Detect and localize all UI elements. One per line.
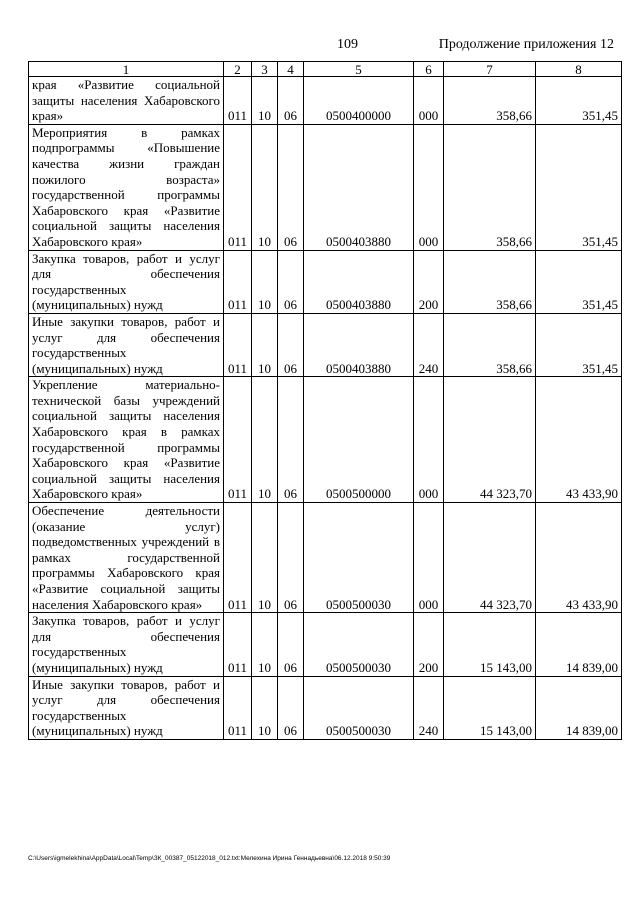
column-header: 3 [252,62,278,77]
table-cell-col4: 06 [278,377,304,503]
continuation-label: Продолжение приложения 12 [438,37,614,52]
table-cell-col3: 10 [252,313,278,376]
table-cell-col2: 011 [224,377,252,503]
table-cell-col6: 200 [414,613,444,676]
table-cell-col4: 06 [278,77,304,125]
table-cell-col5: 0500403880 [304,250,414,313]
table-row [29,676,622,739]
table-cell-description: Обеспечение деятельности (оказание услуг) подведомственных учреждений в рамках государственной программы Хабаровского края «Развитие социальной защиты населения Хабаровского края» [29,503,224,613]
table-cell-col2: 011 [224,503,252,613]
table-cell-col7: 358,66 [444,124,536,250]
table-cell-col8: 351,45 [536,313,622,376]
table-row [29,250,622,313]
table-cell-col2: 011 [224,613,252,676]
table-cell-col5: 0500500030 [304,613,414,676]
table-cell-col8: 351,45 [536,250,622,313]
table-cell-col5: 0500500030 [304,676,414,739]
table-cell-col5: 0500403880 [304,124,414,250]
table-cell-col3: 10 [252,250,278,313]
table-cell-col8: 43 433,90 [536,377,622,503]
table-cell-description: Закупка товаров, работ и услуг для обеспечения государственных (муниципальных) нужд [29,250,224,313]
table-cell-col3: 10 [252,503,278,613]
table-cell-col8: 43 433,90 [536,503,622,613]
page-number: 109 [337,37,358,52]
column-header: 2 [224,62,252,77]
table-cell-col2: 011 [224,676,252,739]
table-cell-col4: 06 [278,613,304,676]
table-cell-col6: 240 [414,676,444,739]
table-cell-col6: 000 [414,503,444,613]
table-cell-description: Укрепление материально-технической базы учреждений социальной защиты населения Хабаровского края в рамках государственной программы Хабаровского края «Развитие социальной защиты населения Хабаровского края» [29,377,224,503]
table-cell-col8: 351,45 [536,77,622,125]
table-cell-description: Мероприятия в рамках подпрограммы «Повышение качества жизни граждан пожилого возраста» государственной программы Хабаровского края «Развитие социальной защиты населения Хабаровского края» [29,124,224,250]
table-cell-col7: 358,66 [444,313,536,376]
table-cell-description: Иные закупки товаров, работ и услуг для обеспечения государственных (муниципальных) нужд [29,313,224,376]
table-cell-col5: 0500500000 [304,377,414,503]
table-cell-col6: 200 [414,250,444,313]
table-cell-col7: 358,66 [444,250,536,313]
table-cell-col4: 06 [278,250,304,313]
table-cell-col3: 10 [252,77,278,125]
table-cell-col6: 240 [414,313,444,376]
table-cell-col5: 0500500030 [304,503,414,613]
table-cell-col4: 06 [278,676,304,739]
table-cell-col3: 10 [252,676,278,739]
table-row [29,613,622,676]
table-cell-col4: 06 [278,124,304,250]
column-header: 1 [29,62,224,77]
table-cell-col3: 10 [252,377,278,503]
table-cell-col8: 14 839,00 [536,676,622,739]
table-cell-col7: 15 143,00 [444,613,536,676]
table-cell-col2: 011 [224,124,252,250]
budget-table [28,61,622,740]
column-header: 6 [414,62,444,77]
table-cell-col5: 0500403880 [304,313,414,376]
table-cell-col4: 06 [278,503,304,613]
table-cell-description: Иные закупки товаров, работ и услуг для обеспечения государственных (муниципальных) нужд [29,676,224,739]
table-cell-col4: 06 [278,313,304,376]
table-row [29,313,622,376]
table-cell-col6: 000 [414,377,444,503]
table-cell-col7: 44 323,70 [444,377,536,503]
table-cell-col2: 011 [224,250,252,313]
table-cell-col5: 0500400000 [304,77,414,125]
table-row [29,503,622,613]
table-cell-col6: 000 [414,77,444,125]
table-cell-col7: 15 143,00 [444,676,536,739]
table-cell-col2: 011 [224,77,252,125]
table-cell-col3: 10 [252,124,278,250]
table-cell-col8: 14 839,00 [536,613,622,676]
table-cell-description: Закупка товаров, работ и услуг для обеспечения государственных (муниципальных) нужд [29,613,224,676]
table-row [29,124,622,250]
table-cell-col7: 44 323,70 [444,503,536,613]
table-cell-col8: 351,45 [536,124,622,250]
table-cell-col3: 10 [252,613,278,676]
table-row [29,77,622,125]
column-header: 4 [278,62,304,77]
table-cell-col2: 011 [224,313,252,376]
column-header: 8 [536,62,622,77]
table-header-row [29,62,622,77]
column-header: 5 [304,62,414,77]
column-header: 7 [444,62,536,77]
file-path-footer: C:\Users\igmelekhina\AppData\Local\Temp\ЗК_00387_05122018_012.txt:Мелехина Ирина Геннадьевна\06.12.2018 9:50:39 [28,855,391,862]
table-row [29,377,622,503]
table-cell-col6: 000 [414,124,444,250]
table-cell-col7: 358,66 [444,77,536,125]
table-cell-description: края «Развитие социальной защиты населения Хабаровского края» [29,77,224,125]
